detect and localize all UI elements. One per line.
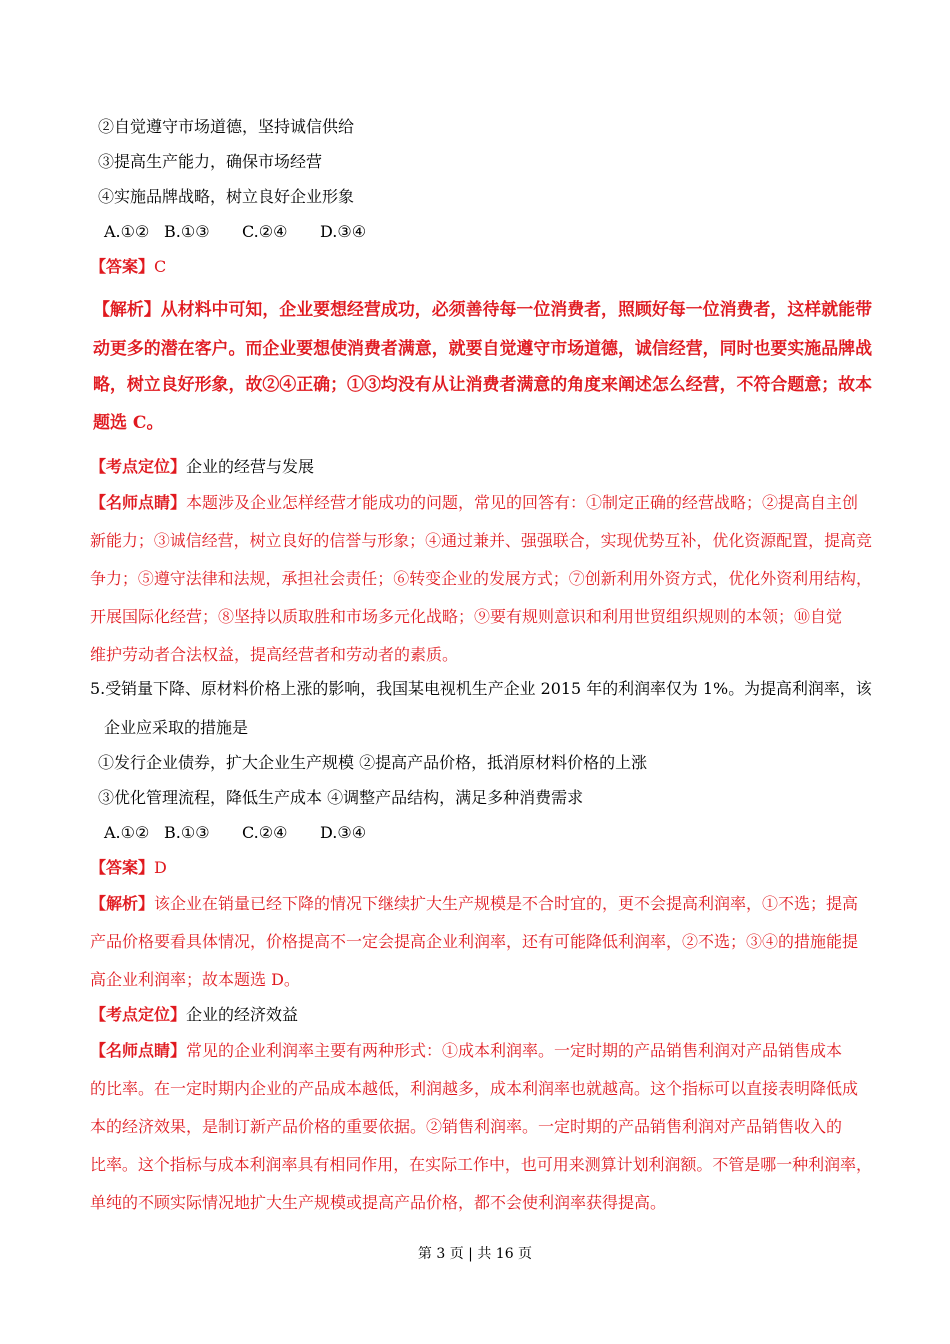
q4-mingshi-label: 【名师点睛】 bbox=[90, 493, 187, 512]
q5-mingshi-label: 【名师点睛】 bbox=[90, 1041, 187, 1060]
q4-mingshi-line-1: 【名师点睛】本题涉及企业怎样经营才能成功的问题，常见的回答有：①制定正确的经营战略；②提高自主创 bbox=[90, 493, 859, 512]
q4-answer-value: C bbox=[154, 257, 167, 276]
q4-item-2: ②自觉遵守市场道德，坚持诚信供给 bbox=[98, 117, 355, 136]
page-footer: 第 3 页 | 共 16 页 bbox=[417, 1246, 533, 1262]
q5-answer-label: 【答案】 bbox=[90, 858, 155, 877]
q5-kaodian-label: 【考点定位】 bbox=[90, 1005, 187, 1024]
q4-kaodian-label: 【考点定位】 bbox=[90, 457, 187, 476]
q5-analysis-line-3: 高企业利润率；故本题选 D。 bbox=[90, 970, 300, 989]
q4-analysis-line-2: 动更多的潜在客户。而企业要想使消费者满意，就要自觉遵守市场道德，诚信经营，同时也要实施品牌战 bbox=[93, 339, 873, 359]
q5-analysis-line-1: 【解析】该企业在销量已经下降的情况下继续扩大生产规模是不合时宜的，更不会提高利润率，①不选；提高 bbox=[90, 894, 859, 913]
q4-option-a: A.①② bbox=[104, 222, 150, 241]
q4-item-4: ④实施品牌战略，树立良好企业形象 bbox=[98, 187, 355, 206]
q4-kaodian bbox=[90, 456, 314, 478]
q5-answer-value: D bbox=[154, 858, 167, 877]
q5-mingshi-line-2: 的比率。在一定时期内企业的产品成本越低，利润越多，成本利润率也就越高。这个指标可以直接表明降低成 bbox=[90, 1079, 859, 1098]
q4-answer-label: 【答案】 bbox=[90, 257, 155, 276]
q4-item-3: ③提高生产能力，确保市场经营 bbox=[98, 152, 323, 171]
q5-stem-line-1: 5.受销量下降、原材料价格上涨的影响，我国某电视机生产企业 2015 年的利润率仅为 1%。为提高利润率，该 bbox=[90, 679, 872, 698]
q4-answer bbox=[90, 256, 166, 278]
q5-kaodian bbox=[90, 1004, 298, 1026]
q4-options bbox=[104, 221, 366, 243]
q5-mingshi-line-5: 单纯的不顾实际情况地扩大生产规模或提高产品价格，都不会使利润率获得提高。 bbox=[90, 1193, 667, 1212]
q5-option-a: A.①② bbox=[104, 823, 150, 842]
q4-analysis-line-1: 【解析】从材料中可知，企业要想经营成功，必须善待每一位消费者，照顾好每一位消费者，这样就能带 bbox=[93, 300, 873, 320]
q5-options bbox=[104, 822, 366, 844]
q4-analysis-line-3: 略，树立良好形象，故②④正确；①③均没有从让消费者满意的角度来阐述怎么经营，不符合题意；故本 bbox=[93, 375, 873, 395]
q5-option-c: C.②④ bbox=[242, 823, 288, 842]
q5-mingshi-line-1: 【名师点睛】常见的企业利润率主要有两种形式：①成本利润率。一定时期的产品销售利润对产品销售成本 bbox=[90, 1041, 843, 1060]
q4-option-c: C.②④ bbox=[242, 222, 288, 241]
q5-option-d: D.③④ bbox=[320, 823, 367, 842]
q5-mingshi-line-4: 比率。这个指标与成本利润率具有相同作用，在实际工作中，也可用来测算计划利润额。不管是哪一种利润率， bbox=[90, 1155, 872, 1174]
q5-analysis-label: 【解析】 bbox=[90, 894, 155, 913]
q5-items-line-2: ③优化管理流程，降低生产成本 ④调整产品结构，满足多种消费需求 bbox=[98, 788, 584, 807]
q4-kaodian-value: 企业的经营与发展 bbox=[186, 457, 315, 476]
q4-analysis-label: 【解析】 bbox=[93, 300, 161, 320]
q5-option-b: B.①③ bbox=[164, 823, 210, 842]
q4-option-b: B.①③ bbox=[164, 222, 210, 241]
q4-analysis-line-4: 题选 C。 bbox=[93, 413, 164, 433]
q4-mingshi-line-2: 新能力；③诚信经营，树立良好的信誉与形象；④通过兼并、强强联合，实现优势互补，优化资源配置，提高竞 bbox=[90, 531, 872, 550]
q4-mingshi-line-3: 争力；⑤遵守法律和法规，承担社会责任；⑥转变企业的发展方式；⑦创新利用外资方式，优化外资利用结构， bbox=[90, 569, 872, 588]
q5-items-line-1: ①发行企业债券，扩大企业生产规模 ②提高产品价格，抵消原材料价格的上涨 bbox=[98, 753, 648, 772]
q5-stem-line-2: 企业应采取的措施是 bbox=[104, 718, 249, 737]
q4-mingshi-line-5: 维护劳动者合法权益，提高经营者和劳动者的素质。 bbox=[90, 645, 459, 664]
q5-mingshi-line-3: 本的经济效果，是制订新产品价格的重要依据。②销售利润率。一定时期的产品销售利润对产品销售收入的 bbox=[90, 1117, 843, 1136]
q4-mingshi-line-4: 开展国际化经营；⑧坚持以质取胜和市场多元化战略；⑨要有规则意识和利用世贸组织规则的本领；⑩自觉 bbox=[90, 607, 843, 626]
q4-option-d: D.③④ bbox=[320, 222, 367, 241]
q5-analysis-line-2: 产品价格要看具体情况，价格提高不一定会提高企业利润率，还有可能降低利润率，②不选；③④的措施能提 bbox=[90, 932, 859, 951]
q5-kaodian-value: 企业的经济效益 bbox=[186, 1005, 299, 1024]
q5-answer bbox=[90, 857, 167, 879]
